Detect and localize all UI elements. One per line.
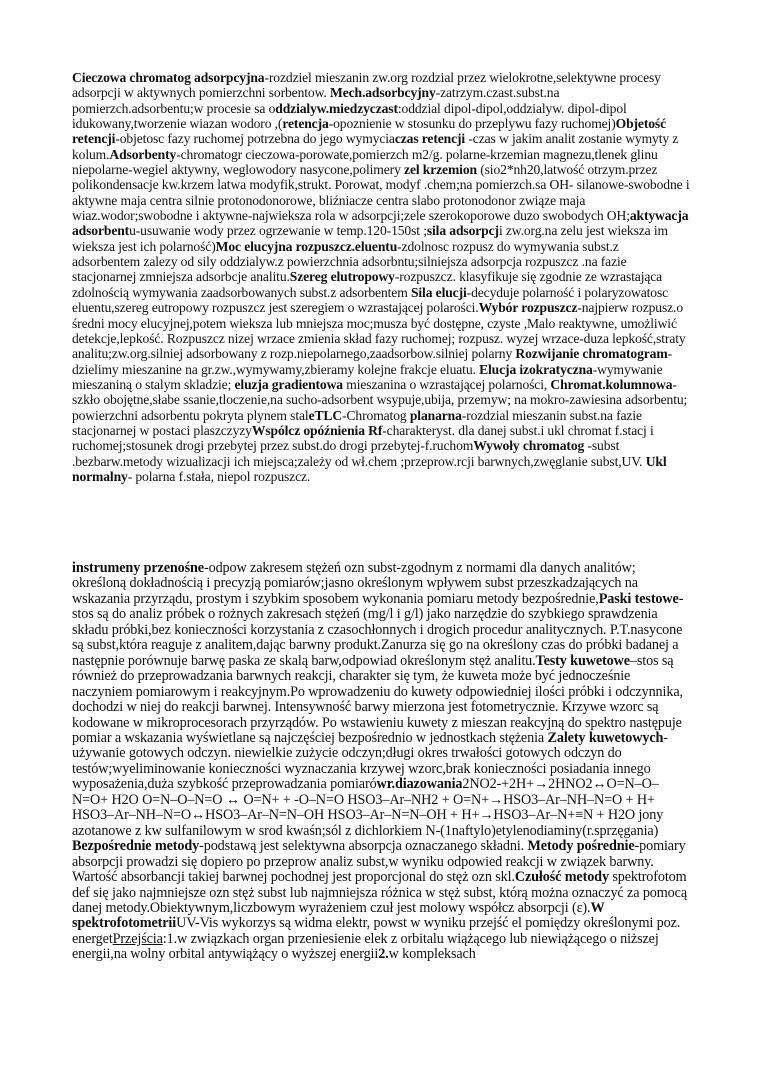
bold-term: instrumeny przenośne bbox=[72, 560, 204, 576]
text-run: u-usuwanie wody przez ogrzewanie w temp.120-150st ; bbox=[129, 223, 427, 239]
text-run: -chromatogr cieczowa-porowate,pomierzch m2/g. polarne-krzemian magnezu,tlenek glinu niepolarne-wegiel aktywny, weglowodory nasycone,polimery bbox=[72, 146, 658, 178]
bold-term: Wywoły chromatog bbox=[473, 438, 585, 454]
bold-term: Objetość retencji bbox=[72, 116, 667, 147]
bold-term: Bezpośrednie metody bbox=[72, 838, 200, 855]
bold-term: Wspólcz opóźnienia Rf bbox=[251, 422, 383, 438]
text-run: 2NO2-+2H+→2HNO2↔O=N–O–N=O+ H2O O=N–O–N=O ↔ O=N+ + -O–N=O HSO3–Ar–NH2 + O=N+→HSO3–Ar–NH–N=O + H+ HSO3–Ar–NH–N=O↔HSO3–Ar–N=N–OH HSO3–Ar–N=N–OH + H+→HSO3–Ar–N+≡N + H2O jony azotanowe z kw sulfanilowym w srod kwaśn;sól z dichlorkiem N-(1naftylo)etylenodiaminy(r.sprzęgania) bbox=[72, 776, 664, 839]
bold-term: Adsorbenty bbox=[109, 146, 177, 162]
text-run: -decyduje polarność i polaryzowatosc eluentu,szereg eutropowy rozpuszcz jest szeregiem o wzrastającej polarości. bbox=[72, 284, 669, 316]
text-run: -dzielimy mieszanine na gr.zw.,wymywamy,zbieramy kolejne frakcje eluatu. bbox=[72, 346, 672, 377]
bold-term: Elucja izokratyczna bbox=[479, 361, 593, 377]
bold-term: r.diazowania bbox=[386, 776, 463, 793]
bold-term: 2. bbox=[378, 946, 389, 963]
text-run: -rozdzial mieszanin subst.na fazie stacjonarnej w postaci plaszczyzy bbox=[72, 407, 642, 438]
text-run: -subst .bezbarw.metody wizualizacji ich miejsca;zależy od wł.chem ;przeprow.rcji barwnych,zwęglanie subst,UV. bbox=[72, 438, 646, 469]
bold-term: Testy kuwetowe bbox=[535, 652, 630, 669]
bold-term: Rozwijanie chromatogram bbox=[515, 346, 668, 362]
bold-term: Czułość metody bbox=[514, 869, 609, 886]
bold-term: Zalety kuwetowych bbox=[547, 729, 664, 746]
bold-term: Cieczowa chromatog adsorpcyjna bbox=[72, 70, 265, 85]
paragraph-portable-instruments bbox=[72, 561, 690, 963]
text-run: -pomiary absorpcji prowadzi się dopiero po przeprow analiz subst,w wyniku odpowied reakcji w związek barwny. Wartość absorbancji takiej barwnej pochodnej jest proporcjonal do stęż ozn skl. bbox=[72, 838, 686, 886]
bold-term: aktywacja adsorbent bbox=[72, 208, 689, 239]
text-run: - polarna f.stała, niepol rozpuszcz. bbox=[127, 468, 311, 484]
text-run: (sio2*nh20,latwość otrzym.przez polikondensacje kw.krzem latwa modyfik,strukt. Porowat, modyf .chem;na pomierzch.sa OH- silanowe-swobodne i aktywne maja centra silnie protonodonorowe, bliźniacze centra slabo protonodonor związe maja wiaz.wodor;swobodne i aktywne-najwieksza rola w adsorpcji;zele szerokoporowe duzo swobodych OH; bbox=[72, 162, 690, 224]
paragraph-adsorption-chromatography bbox=[72, 70, 690, 484]
text-run: -objetosc fazy ruchomej potrzebna do jego wymycia bbox=[115, 131, 395, 147]
bold-term: Moc elucyjna rozpuszcz.eluentu bbox=[215, 238, 398, 254]
text-run: -rozpuszcz. klasyfikuje się zgodnie ze wzrastająca zdolnością wymywania zaadsorbowanych subst.z adsorbentem bbox=[72, 269, 663, 300]
bold-term: Paski testowe bbox=[598, 590, 679, 607]
text-run: :oddzial dipol-dipol,oddzialyw. dipol-dipol idukowany,tworzenie wiazan wodoro ,( bbox=[72, 100, 627, 132]
text-run: -szkło obojętne,słabe ssanie,tloczenie,na sucho-adsorbent wsypuje,ubija, przemyw; na mokro-zawiesina adsorbentu; powierzchni adsorbentu pokryta plynem stal bbox=[72, 376, 688, 423]
text-run: UV-Vis wykorzys są widma elektr, powst w wyniku przejść el pomiędzy określonymi poz. energet bbox=[72, 915, 681, 947]
text-run: -odpow zakresem stężeń ozn subst-zgodnym z normami dla danych analitów; określoną dokładnością i precyzją pomiarów;jasno określonym wpływem subst przeszkadzających na wskazania przyrządu, prostym i szybkim sposobem wykonania pomiaru metody bezpośrednie, bbox=[72, 560, 638, 607]
text-run: -podstawą jest selektywna absorpcja oznaczanego składni. bbox=[199, 838, 528, 855]
bold-term: Szereg elutropowy bbox=[289, 269, 395, 285]
bold-term: Sila elucji bbox=[410, 284, 467, 300]
bold-term: planarna bbox=[409, 407, 462, 423]
bold-term: czas retencji bbox=[394, 131, 466, 147]
bold-term: Chromat.kolumnowa bbox=[550, 376, 673, 392]
text-run: -najpierw rozpusz.o średni mocy elucyjnej,potem wieksza lub mniejsza moc;musza być dostępne, czyste ,Malo reaktywne, umożliwić detekcje,lepkość. Rozpuszcz nizej wrzace zmienia skład fazy ruchomej; rozpusz. wyzej wrzace-duza lepkość,straty analitu;zw.org.silniej adsorbowany z rozp.niepolarnego,zaadsorbow.silniej polarny bbox=[72, 300, 686, 362]
text-run: i zw.org.na zelu jest wieksza im wieksza jest ich polarność) bbox=[72, 223, 668, 254]
text-run: -Chromatog bbox=[342, 407, 410, 423]
text-run: mieszanina o wzrastającej polarności, bbox=[342, 376, 551, 392]
bold-term: w bbox=[376, 776, 387, 793]
bold-term: W spektrofotometrii bbox=[72, 899, 605, 932]
text-run: -rozdziel mieszanin zw.org rozdzial przez wielokrotne,selektywne procesy adsorpcji w aktywnych pomierzchni sorbentow. bbox=[72, 70, 661, 101]
text-run: spektrofotom def się jako najmniejsze ozn stęż subst lub najmniejsza różnica w stęż subst, którą można oznaczyć za pomocą danej metody.Obiektywnym,liczbowym wyrażeniem czuł jest molowy współcz absorpcji (ε). bbox=[72, 869, 688, 916]
underlined-term: Przejścia bbox=[112, 930, 163, 947]
text-run: -zatrzym.czast.subst.na pomierzch.adsorbentu;w procesie sa o bbox=[72, 85, 560, 116]
text-run: -wymywanie mieszaniną o stalym skladzie; bbox=[72, 361, 663, 392]
bold-term: eluzja gradientowa bbox=[234, 376, 343, 392]
bold-term: Ukl normalny bbox=[72, 453, 667, 484]
text-run: -używanie gotowych odczyn. niewielkie zużycie odczyn;długi okres trwałości gotowych odczyn do testów;wyeliminowanie konieczności wyznaczania krzywej wzorc,brak konieczności posiadania innego wyposażenia,duża szybkość przeprowadzania pomiaró bbox=[72, 729, 668, 793]
text-run: -zdolnosc rozpusz do wymywania subst.z adsorbentem zalezy od sily oddzialyw.z powierzchnia adsorbntu;silniejsza adsorpcja rozpuszcz .na fazie stacjonarnej zmniejsza adsorbcje analitu. bbox=[72, 238, 627, 285]
text-run: –stos są również do przeprowadzania barwnych reakcji, charakter się tym, że kuweta może być jednocześnie naczyniem pomiarowym i reakcyjnym.Po wprowadzeniu do kuwety odpowiedniej ilości próbki i odczynnika, dochodzi w niej do reakcji barwnej. Intensywność barwy mierzona jest fotometrycznie. Krzywe wzorc są kodowane w mikroprocesorach przyrządów. Po wstawieniu kuwety z mieszan reakcyjną do spektro następuje pomiar a wskazania wyświetlane są najczęściej bezpośrednio w jednostkach stężenia bbox=[72, 652, 683, 746]
text-run: -charakteryst. dla danej subst.i ukl chromat f.stacj i ruchomej;stosunek drogi przebytej przez subst.do drogi przebytej-f.ruchom bbox=[72, 422, 654, 454]
bold-term: Wybór rozpuszcz bbox=[478, 300, 578, 316]
text-run: -stos są do analiz próbek o rożnych zakresach stężeń (mg/l i g/l) jako narzędzie do szybkiego sprawdzenia składu próbki,bez konieczności korzystania z czasochłonnych i drogich procedur analitycznych. P.T.nasycone są subst,która reaguje z analitem,dając barwny produkt.Zanurza się go na określony czas do próbki badanej a następnie porównuje barwę paska ze skalą barw,odpowiad określonym stęż analitu. bbox=[72, 590, 684, 669]
text-run: :1.w związkach organ przeniesienie elek z orbitalu wiążącego lub niewiążącego o niższej energii,na wolny orbital antywiążący o wyższej energii bbox=[72, 930, 659, 963]
bold-term: Mech.adsorbcyjny bbox=[329, 85, 436, 101]
bold-term: ddzialyw.miedzyczast bbox=[275, 100, 398, 116]
text-run: w kompleksach bbox=[388, 946, 476, 963]
bold-term: eTLC bbox=[308, 407, 343, 423]
bold-term: sila adsorpcj bbox=[426, 223, 499, 239]
bold-term: Metody pośrednie bbox=[527, 838, 635, 855]
bold-term: zel krzemion bbox=[404, 162, 477, 178]
bold-term: retencja bbox=[282, 116, 329, 132]
text-run: -czas w jakim analit zostanie wymyty z kolum. bbox=[72, 131, 679, 162]
text-run: -opoznienie w stosunku do przeplywu fazy ruchomej) bbox=[328, 116, 616, 132]
